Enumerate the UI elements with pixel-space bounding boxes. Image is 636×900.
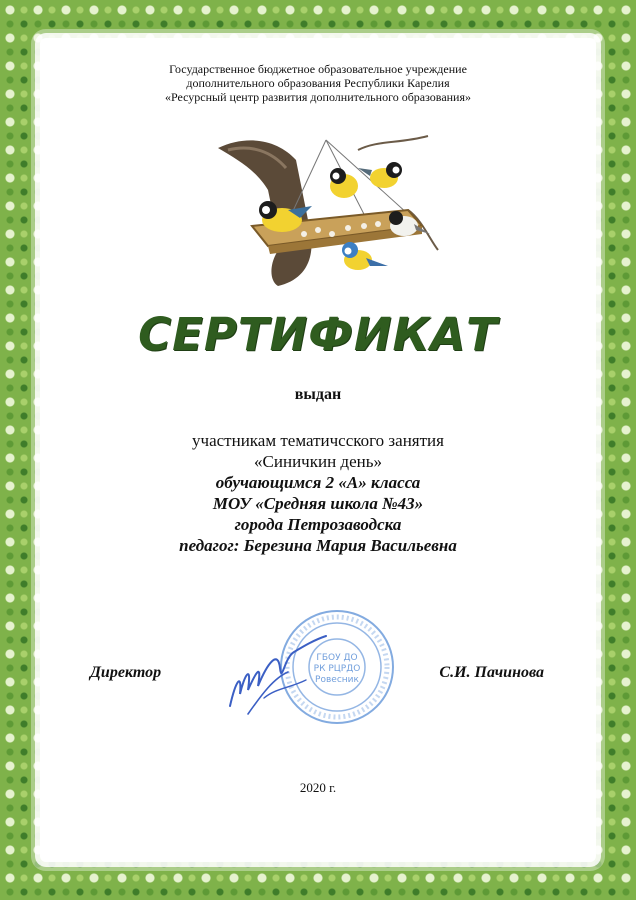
body-line-4: МОУ «Средняя школа №43» [212, 494, 424, 513]
certificate-title: СЕРТИФИКАТ [138, 308, 498, 361]
body-line-3: обучающимся 2 «А» класса [215, 473, 421, 492]
issue-year: 2020 г. [299, 780, 337, 795]
svg-text:РК РЦРДО: РК РЦРДО [313, 664, 361, 674]
issuer-line-1: Государственное бюджетное образовательное учреждение [169, 62, 467, 76]
issuer-line-3: «Ресурсный центр развития дополнительного образования» [164, 90, 472, 104]
certificate-body [40, 430, 596, 556]
issuer-header [40, 62, 596, 104]
blue-tit-bird [342, 242, 388, 270]
tit-bird-2 [330, 168, 358, 198]
certificate-sheet [40, 38, 596, 862]
director-role: Директор [90, 664, 162, 681]
body-line-1: участникам тематичсского занятия [192, 431, 444, 450]
body-line-5: города Петрозаводска [234, 515, 402, 534]
issued-label: выдан [294, 386, 342, 403]
svg-text:Ровесник: Ровесник [315, 675, 359, 685]
body-line-2: «Синичкин день» [254, 452, 382, 471]
signature-row [40, 664, 596, 688]
birds-feeder-illustration [208, 130, 444, 290]
svg-text:ГБОУ ДО: ГБОУ ДО [316, 653, 358, 663]
body-line-6: педагог: Березина Мария Васильевна [179, 536, 457, 555]
issuer-line-2: дополнительного образования Республики Карелия [186, 76, 450, 90]
director-name: С.И. Пачинова [439, 664, 544, 681]
